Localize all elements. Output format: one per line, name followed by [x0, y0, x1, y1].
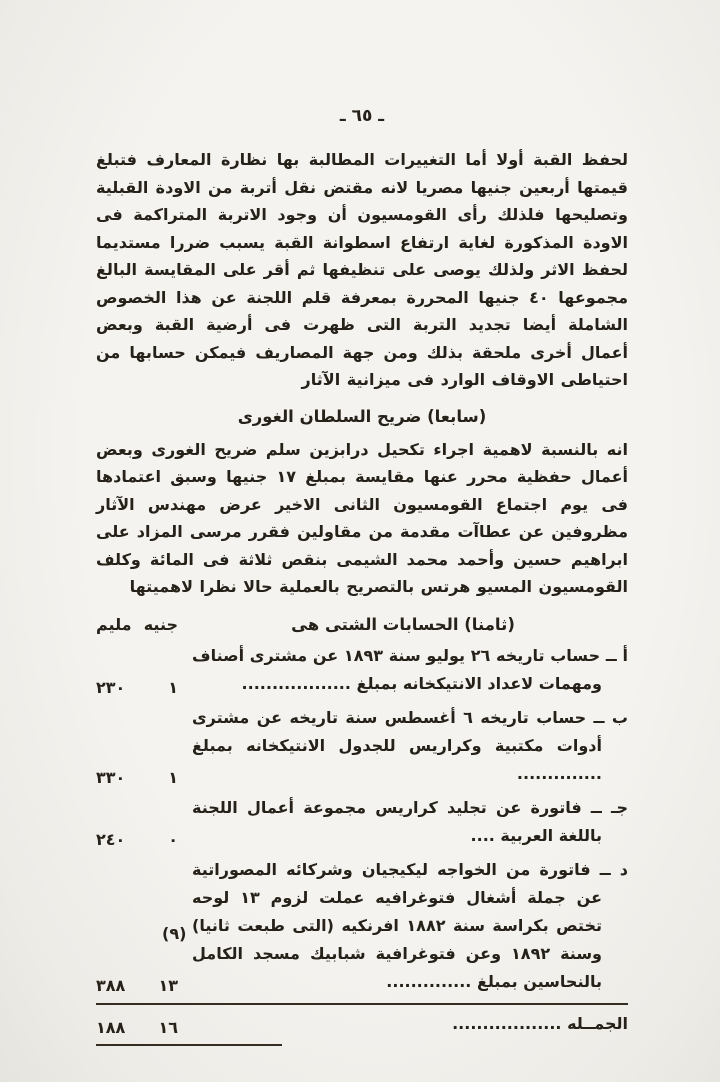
accounts-header-row [96, 615, 628, 634]
millieme-column-label: مليم [96, 614, 132, 634]
account-row-j [96, 794, 628, 850]
paragraph-ghuri-mausoleum: انه بالنسبة لاهمية اجراء تكحيل درابزين سلم ضريح الغورى وبعض أعمال حفظية محرر عنها مقايسة بمبلغ ١٧ جنيها وسبق اعتمادها فى يوم اجتماع القومسيون الثانى الاخير عرض مهندس الآثار مظروفين عن عطاآت مقدمة من مقاولين فقرر مرسى المزاد على ابراهيم حسين وأحمد محمد الشيمى بنقص ثلاثة فى المائة وكلف القومسيون المسيو هرتس بالتصريح بالعملية حالا نظرا لاهميتها [96, 439, 629, 596]
total-label: الجمــله .................. [452, 1013, 628, 1033]
total-row [96, 1010, 628, 1038]
millieme-value: ٣٣٠ [96, 767, 126, 787]
section-seven-heading: (سابعا) ضريح السلطان الغورى [237, 406, 487, 426]
millieme-value: ٢٣٠ [96, 677, 126, 697]
millieme-value: ٢٤٠ [96, 829, 126, 849]
total-pound-value: ١٦ [158, 1017, 178, 1037]
account-description-j: جـ ــ فاتورة عن تجليد كراريس مجموعة أعمال اللجنة باللغة العربية .... [192, 797, 628, 845]
total-amount-cell [96, 1018, 178, 1038]
amount-columns-header [96, 615, 178, 634]
account-row-a [96, 642, 628, 698]
pound-value: ١ [168, 677, 178, 697]
gathering-number-mark: (٩) [162, 924, 187, 943]
amount-cell-b [96, 768, 178, 788]
account-row-b [96, 704, 628, 788]
account-description-a: أ ــ حساب تاريخه ٢٦ يوليو سنة ١٨٩٣ عن مشترى أصناف ومهمات لاعداد الانتيكخانه بمبلغ .................. [192, 645, 628, 693]
pound-value: ٠ [168, 829, 178, 849]
pound-value: ١٣ [158, 975, 178, 995]
amount-cell-a [96, 678, 178, 698]
paragraph-dome-preservation: لحفظ القبة أولا أما التغييرات المطالبة بها نظارة المعارف فتبلغ قيمتها أربعين جنيها مصريا لانه مقتض نقل أتربة من الاودة القبلية وتصليحها فلذلك رأى القومسيون أن وجود الاتربة المتراكمة فى الاودة المذكورة لغاية ارتفاع اسطوانة القبة يسبب ضررا مستديما لحفظ الاثر ولذلك يوصى على تنظيفها ثم أقر على المقايسة البالغ مجموعها ٤٠ جنيها المحررة بمعرفة قلم اللجنة عن هذا الخصوص الشاملة أيضا تجديد التربة التى ظهرت فى أرضية القبة وبعض أعمال أخرى ملحقة بذلك ومن جهة المصاريف فيمكن حسابها من احتياطى الاوقاف الوارد فى ميزانية الآثار [96, 150, 628, 389]
millieme-value: ٣٨٨ [96, 975, 126, 995]
amount-cell-j [96, 830, 178, 850]
total-underline [96, 1044, 282, 1046]
amount-cell-d [96, 976, 178, 996]
page-number: ـ ٦٥ ـ [339, 106, 385, 126]
sum-rule [96, 1003, 628, 1005]
account-description-d: د ــ فاتورة من الخواجه ليكيجيان وشركائه المصوراتية عن جملة أشغال فتوغرافيه عملت لزوم ١٣ لوحه تختص بكراسة سنة ١٨٨٢ افرنكيه (التى طبعت ثانيا) وسنة ١٨٩٢ وعن فتوغرافية شبابيك مسجد الكامل بالنحاسين بمبلغ .............. [192, 859, 628, 991]
total-millieme-value: ١٨٨ [96, 1017, 126, 1037]
account-description-b: ب ــ حساب تاريخه ٦ أغسطس سنة تاريخه عن مشترى أدوات مكتبية وكراريس للجدول الانتيكخانه بمبلغ .............. [192, 707, 628, 783]
pound-column-label: جنيه [143, 614, 178, 634]
page-text-block [96, 106, 628, 1046]
pound-value: ١ [168, 767, 178, 787]
section-eight-heading: (ثامنا) الحسابات الشتى هى [291, 614, 515, 634]
